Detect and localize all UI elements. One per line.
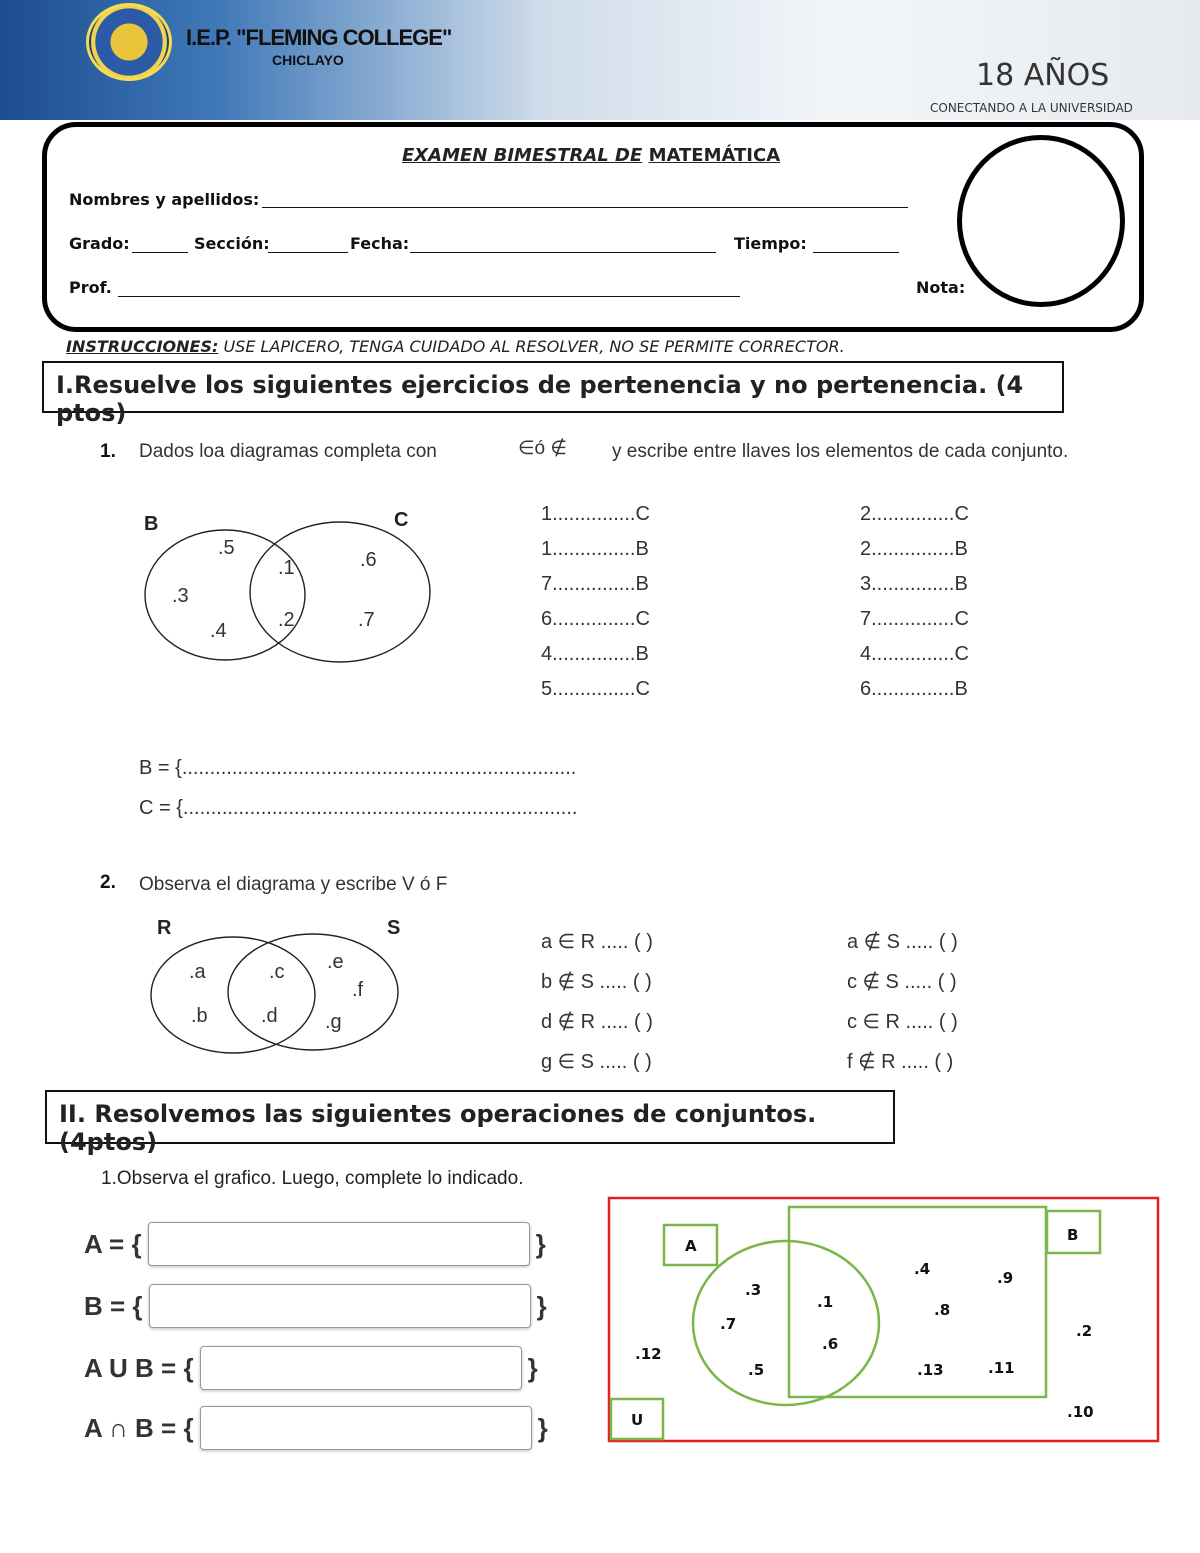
tagline: CONECTANDO A LA UNIVERSIDAD: [930, 101, 1133, 115]
venn-diagram-r-s: [145, 910, 415, 1060]
diagram-elem: .11: [988, 1359, 1015, 1377]
venn1-label-b: B: [144, 513, 159, 535]
q1-item: 2...............B: [860, 538, 968, 560]
row-close: }: [536, 1290, 547, 1321]
venn2-label-s: S: [387, 917, 401, 939]
seccion-label: Sección:: [194, 234, 270, 253]
label-u: U: [631, 1411, 644, 1429]
q1-item: 4...............B: [541, 643, 649, 665]
vf-item[interactable]: b ∉ S ..... ( ): [541, 971, 652, 993]
vf-item[interactable]: d ∉ R ..... ( ): [541, 1011, 653, 1033]
venn2-elem: .a: [189, 961, 206, 983]
answer-row-b: [84, 1284, 547, 1328]
q1-column-1: [541, 503, 650, 713]
seccion-field[interactable]: [268, 252, 348, 253]
prof-field[interactable]: [118, 296, 740, 297]
row-close: }: [535, 1228, 546, 1259]
diagram-elem: .8: [934, 1301, 951, 1319]
row-label: A U B = {: [84, 1352, 194, 1383]
fecha-label: Fecha:: [350, 234, 410, 253]
vf-item[interactable]: c ∉ S ..... ( ): [847, 971, 957, 993]
diagram-elem: .7: [720, 1315, 737, 1333]
label-a: A: [685, 1237, 697, 1255]
prof-label: Prof.: [69, 278, 112, 297]
s2-q1-text: 1.Observa el grafico. Luego, complete lo indicado.: [101, 1168, 524, 1189]
venn1-label-c: C: [394, 509, 409, 531]
q1-symbols: ∈ó ∉: [518, 438, 567, 459]
venn1-elem: .3: [172, 585, 189, 607]
venn1-elem: .7: [358, 609, 375, 631]
q1-item: 6...............B: [860, 678, 968, 700]
row-label: A ∩ B = {: [84, 1412, 194, 1443]
fecha-field[interactable]: [410, 252, 716, 253]
q1-column-2: [860, 503, 969, 713]
nota-label: Nota:: [916, 278, 966, 297]
set-c-circle: [250, 522, 430, 662]
venn2-elem: .b: [191, 1005, 208, 1027]
q2-number: 2.: [100, 872, 116, 893]
set-b-answer[interactable]: B = {.......................................................................: [139, 757, 577, 779]
set-r-circle: [151, 937, 315, 1053]
q1-item: 4...............C: [860, 643, 969, 665]
vf-item[interactable]: c ∈ R ..... ( ): [847, 1011, 958, 1033]
answer-row-a: [84, 1222, 546, 1266]
set-s-circle: [228, 934, 398, 1050]
row-label: B = {: [84, 1290, 143, 1321]
section-2-title: II. Resolvemos las siguientes operaciones de conjuntos. (4ptos): [45, 1090, 895, 1144]
diagram-elem: .9: [997, 1269, 1014, 1287]
venn2-label-r: R: [157, 917, 172, 939]
q1-item: 5...............C: [541, 678, 650, 700]
answer-row-union: [84, 1346, 538, 1390]
diagram-elem: .4: [914, 1260, 931, 1278]
exam-title-b: MATEMÁTICA: [648, 145, 781, 166]
q1-item: 7...............B: [541, 573, 649, 595]
venn2-elem: .f: [352, 979, 364, 1001]
vf-item[interactable]: f ∉ R ..... ( ): [847, 1051, 954, 1073]
venn1-elem: .2: [278, 609, 295, 631]
school-logo: [86, 3, 172, 81]
answer-row-intersection: [84, 1406, 548, 1450]
vf-item[interactable]: a ∈ R ..... ( ): [541, 931, 653, 953]
q1-number: 1.: [100, 441, 116, 462]
section-1-title: I.Resuelve los siguientes ejercicios de pertenencia y no pertenencia. (4 ptos): [42, 361, 1064, 413]
q1-item: 6...............C: [541, 608, 650, 630]
q1-text-a: Dados loa diagramas completa con: [139, 441, 437, 462]
exam-title: [402, 145, 780, 166]
tiempo-label: Tiempo:: [734, 234, 807, 253]
vf-item[interactable]: a ∉ S ..... ( ): [847, 931, 958, 953]
venn2-elem: .g: [325, 1011, 342, 1033]
answer-input-a[interactable]: [148, 1222, 530, 1266]
q1-item: 2...............C: [860, 503, 969, 525]
instructions-label: INSTRUCCIONES:: [66, 337, 219, 356]
answer-input-union[interactable]: [200, 1346, 522, 1390]
q1-item: 1...............B: [541, 538, 649, 560]
venn1-elem: .1: [278, 557, 295, 579]
anniversary-text: 18 AÑOS: [976, 58, 1110, 93]
answer-input-b[interactable]: [149, 1284, 531, 1328]
diagram-elem: .3: [745, 1281, 762, 1299]
venn1-elem: .4: [210, 620, 227, 642]
venn2-elem: .e: [327, 951, 344, 973]
row-close: }: [527, 1352, 538, 1383]
diagram-elem: .5: [748, 1361, 765, 1379]
vf-column-1: [541, 929, 653, 1089]
instructions-text: USE LAPICERO, TENGA CUIDADO AL RESOLVER, NO SE PERMITE CORRECTOR.: [218, 337, 845, 356]
q1-text-b: y escribe entre llaves los elementos de cada conjunto.: [612, 441, 1069, 462]
q1-item: 1...............C: [541, 503, 650, 525]
row-close: }: [537, 1412, 548, 1443]
q1-item: 7...............C: [860, 608, 969, 630]
vf-column-2: [847, 929, 958, 1089]
vf-item[interactable]: g ∈ S ..... ( ): [541, 1051, 652, 1073]
diagram-elem: .12: [635, 1345, 662, 1363]
venn1-elem: .6: [360, 549, 377, 571]
exam-title-a: EXAMEN BIMESTRAL DE: [402, 145, 643, 166]
set-c-answer[interactable]: C = {.......................................................................: [139, 797, 578, 819]
diagram-elem: .13: [917, 1361, 944, 1379]
diagram-elem: .10: [1067, 1403, 1094, 1421]
venn2-elem: .d: [261, 1005, 278, 1027]
answer-input-intersection[interactable]: [200, 1406, 532, 1450]
nota-circle[interactable]: [957, 135, 1125, 307]
q1-item: 3...............B: [860, 573, 968, 595]
universe-diagram: [605, 1195, 1165, 1445]
diagram-elem: .1: [817, 1293, 834, 1311]
grado-label: Grado:: [69, 234, 130, 253]
school-name: I.E.P. "FLEMING COLLEGE": [186, 25, 452, 50]
row-label: A = {: [84, 1228, 142, 1259]
name-field[interactable]: [262, 207, 908, 208]
label-b: B: [1067, 1226, 1079, 1244]
grado-field[interactable]: [132, 252, 188, 253]
instructions: [66, 337, 845, 356]
diagram-elem: .6: [822, 1335, 839, 1353]
q2-text: Observa el diagrama y escribe V ó F: [139, 874, 448, 895]
venn1-elem: .5: [218, 537, 235, 559]
venn2-elem: .c: [269, 961, 285, 983]
tiempo-field[interactable]: [813, 252, 899, 253]
name-label: Nombres y apellidos:: [69, 190, 260, 209]
venn-diagram-b-c: [130, 500, 450, 680]
diagram-elem: .2: [1076, 1322, 1093, 1340]
school-city: CHICLAYO: [272, 52, 344, 68]
